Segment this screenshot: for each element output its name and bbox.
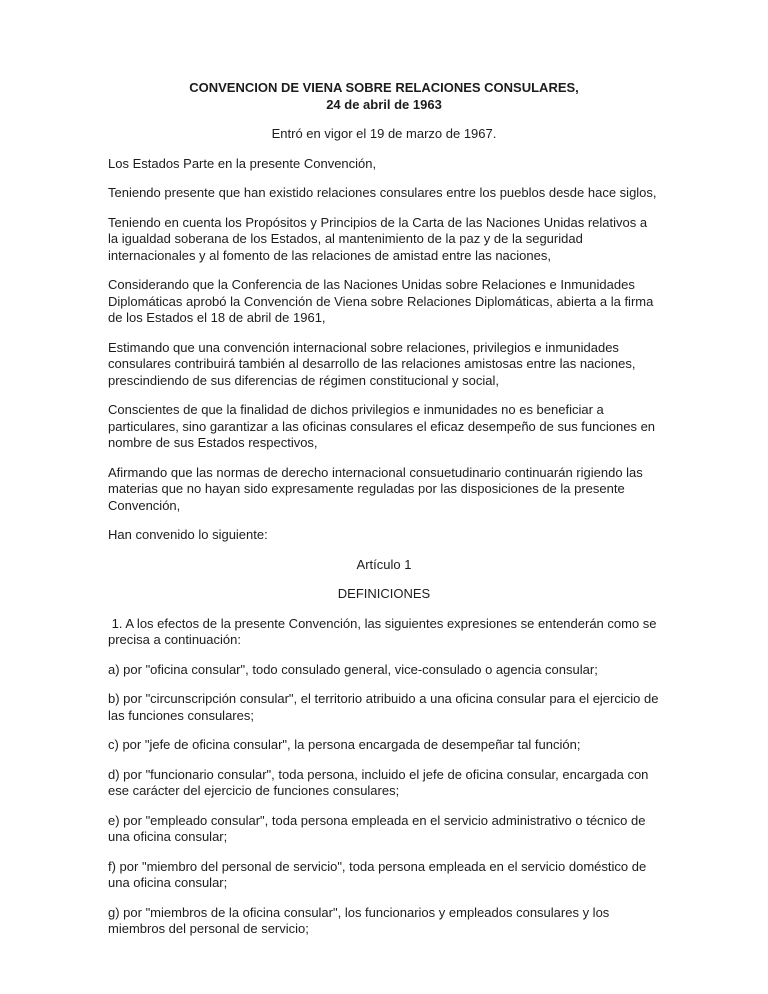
preamble-paragraph-7: Afirmando que las normas de derecho internacional consuetudinario continuarán rigiendo las materias que no hayan sido expresamente reguladas por las disposiciones de la presente Convención, — [108, 464, 647, 513]
title-line-1: CONVENCION DE VIENA SOBRE RELACIONES CONSULARES, — [189, 80, 579, 95]
body-paragraph-2: a) por "oficina consular", todo consulado general, vice-consulado o agencia consular; — [108, 661, 598, 677]
preamble-paragraph-3: Teniendo en cuenta los Propósitos y Principios de la Carta de las Naciones Unidas relativos a la igualdad soberana de los Estados, al mantenimiento de la paz y de la seguridad internacionales y al fomento de las relaciones de amistad entre las naciones, — [108, 214, 651, 263]
body-paragraph-1: 1. A los efectos de la presente Convención, las siguientes expresiones se entenderán como se precisa a continuación: — [108, 615, 661, 647]
body-paragraph-4: c) por "jefe de oficina consular", la persona encargada de desempeñar tal función; — [108, 737, 581, 752]
article-heading: Artículo 1 — [356, 556, 412, 572]
body-paragraph-3: b) por "circunscripción consular", el territorio atribuido a una oficina consular para el ejercicio de las funciones consulares; — [108, 691, 663, 723]
preamble-paragraph-8: Han convenido lo siguiente: — [108, 527, 268, 542]
title-line-2: 24 de abril de 1963 — [326, 96, 442, 112]
body-paragraph-7: f) por "miembro del personal de servicio", toda persona empleada en el servicio doméstico de una oficina consular; — [108, 858, 650, 890]
section-heading: DEFINICIONES — [337, 586, 431, 601]
body-paragraph-5: d) por "funcionario consular", toda persona, incluido el jefe de oficina consular, encargada con ese carácter del ejercicio de funciones consulares; — [108, 766, 653, 798]
body-paragraph-6: e) por "empleado consular", toda persona empleada en el servicio administrativo o técnico de una oficina consular; — [108, 812, 650, 844]
preamble-paragraph-2: Teniendo presente que han existido relaciones consulares entre los pueblos desde hace siglos, — [108, 185, 657, 200]
preamble-paragraph-4: Considerando que la Conferencia de las Naciones Unidas sobre Relaciones e Inmunidades Diplomáticas aprobó la Convención de Viena sobre Relaciones Diplomáticas, abierta a la firma de los Estados el 18 de abril de 1961, — [108, 277, 657, 325]
entry-into-force-line: Entró en vigor el 19 de marzo de 1967. — [271, 126, 497, 141]
preamble-paragraph-1: Los Estados Parte en la presente Convención, — [108, 155, 377, 171]
preamble-paragraph-5: Estimando que una convención internacional sobre relaciones, privilegios e inmunidades consulares contribuirá también al desarrollo de las relaciones amistosas entre las naciones, prescindiendo de sus diferencias de régimen constitucional y social, — [108, 339, 640, 388]
body-paragraph-8: g) por "miembros de la oficina consular", los funcionarios y empleados consulares y los miembros del personal de servicio; — [108, 904, 613, 936]
document-title — [108, 80, 660, 113]
preamble-paragraph-6: Conscientes de que la finalidad de dichos privilegios e inmunidades no es beneficiar a particulares, sino garantizar a las oficinas consulares el eficaz desempeño de sus funciones en nombre de sus Estados respectivos, — [108, 402, 659, 450]
